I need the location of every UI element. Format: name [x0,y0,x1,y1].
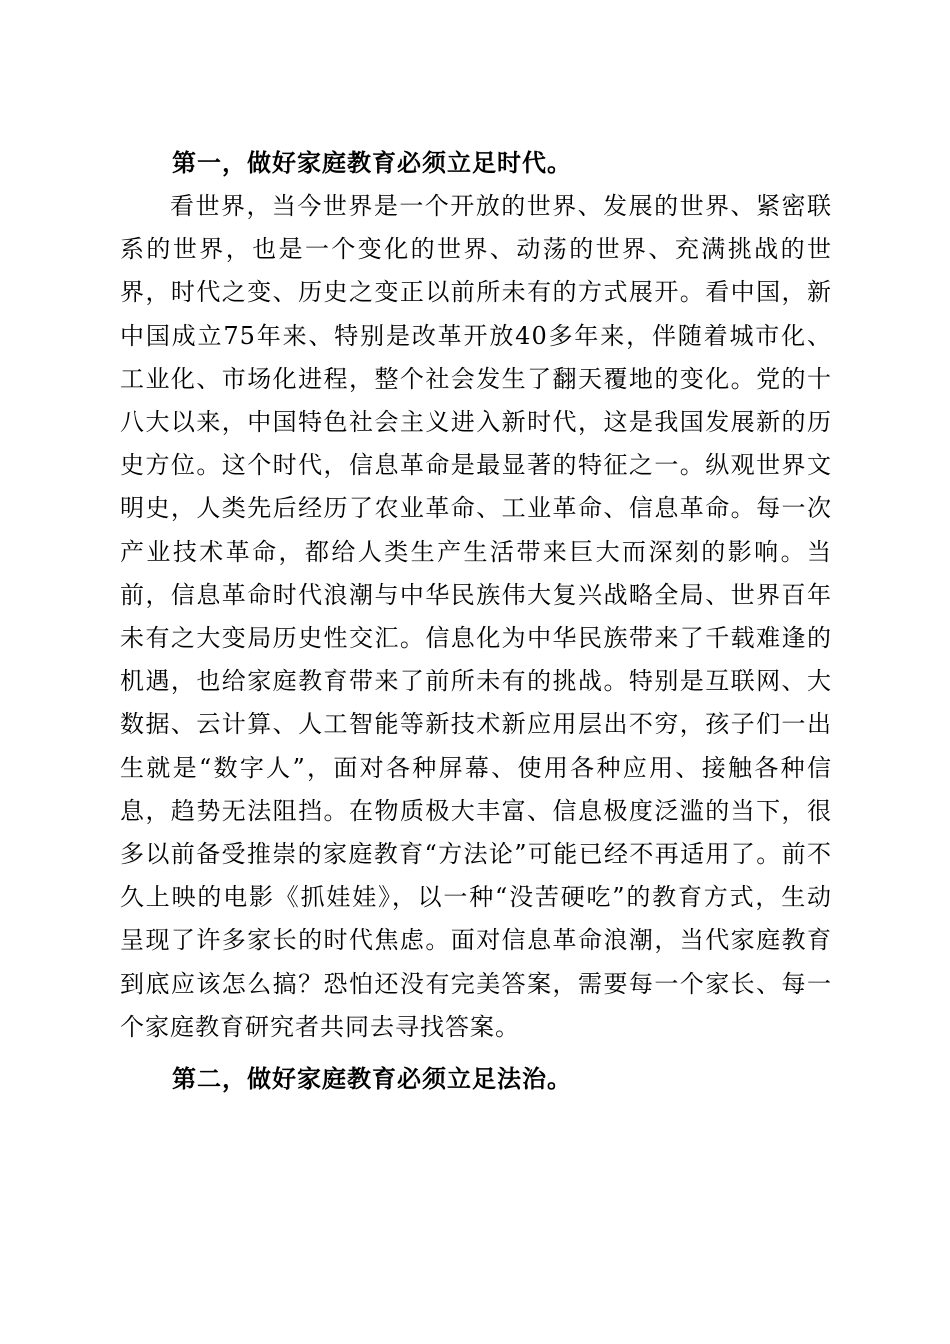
section-paragraph-1: 看世界，当今世界是一个开放的世界、发展的世界、紧密联系的世界，也是一个变化的世界、动荡的世界、充满挑战的世界，时代之变、历史之变正以前所未有的方式展开。看中国，新中国成立75年来、特别是改革开放40多年来，伴随着城市化、工业化、市场化进程，整个社会发生了翻天覆地的变化。党的十八大以来，中国特色社会主义进入新时代，这是我国发展新的历史方位。这个时代，信息革命是最显著的特征之一。纵观世界文明史，人类先后经历了农业革命、工业革命、信息革命。每一次产业技术革命，都给人类生产生活带来巨大而深刻的影响。当前，信息革命时代浪潮与中华民族伟大复兴战略全局、世界百年未有之大变局历史性交汇。信息化为中华民族带来了千载难逢的机遇，也给家庭教育带来了前所未有的挑战。特别是互联网、大数据、云计算、人工智能等新技术新应用层出不穷，孩子们一出生就是“数字人”，面对各种屏幕、使用各种应用、接触各种信息，趋势无法阻挡。在物质极大丰富、信息极度泛滥的当下，很多以前备受推崇的家庭教育“方法论”可能已经不再适用了。前不久上映的电影《抓娃娃》，以一种“没苦硬吃”的教育方式，生动呈现了许多家长的时代焦虑。面对信息革命浪潮，当代家庭教育到底应该怎么搞？恐怕还没有完美答案，需要每一个家长、每一个家庭教育研究者共同去寻找答案。 [120,192,832,1041]
document-page [120,141,832,1101]
section-heading-2: 第二，做好家庭教育必须立足法治。 [172,1064,572,1094]
section-heading-1: 第一，做好家庭教育必须立足时代。 [172,148,572,177]
